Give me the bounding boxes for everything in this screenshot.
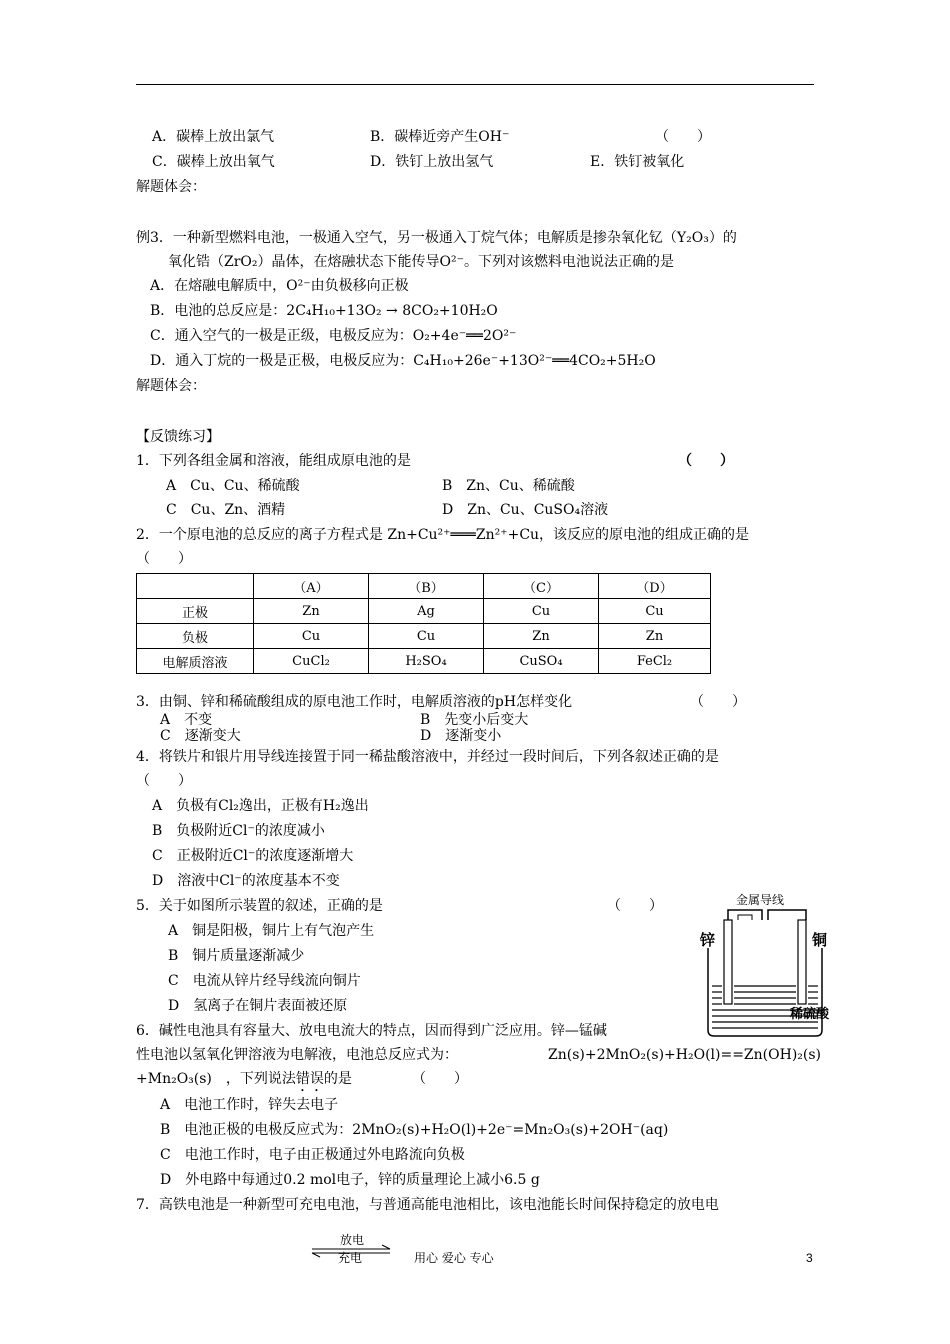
q6-option-c: C 电池工作时，电子由正极通过外电路流向负极 [160,1147,465,1163]
table-cell: Cu [369,624,484,649]
q1-paren: （ ） [678,453,734,469]
table-header-cell: （C） [484,574,599,599]
solution-notes-2: 解题体会： [136,378,206,394]
table-cell: Cu [254,624,369,649]
copper-label: 铜 [812,932,828,949]
table-cell: FeCl₂ [599,649,711,674]
q6-stem-line1: 6．碱性电池具有容量大、放电电流大的特点，因而得到广泛应用。锌—锰碱 [136,1023,607,1039]
q6-option-b: B 电池正极的电极反应式为：2MnO₂(s)+H₂O(l)+2e⁻=Mn₂O₃(s)+2OH⁻(aq) [160,1122,669,1138]
q6-stem-line3a: +Mn₂O₃(s) ，下列说法 [136,1071,296,1087]
q4-option-a: A 负极有Cl₂逸出，正极有H₂逸出 [152,798,369,814]
footer-slogan: 用心 爱心 专心 [414,1251,494,1265]
feedback-heading: 【反馈练习】 [136,429,220,445]
wire-label: 金属导线 [736,893,785,907]
q3-option-b: B 先变小后变大 [420,712,529,728]
table-cell: 负极 [137,624,254,649]
q4-option-c: C 正极附近Cl⁻的浓度逐渐增大 [152,848,354,864]
q3-option-c: C 逐渐变大 [160,728,241,744]
q4-stem-line1: 4．将铁片和银片用导线连接置于同一稀盐酸溶液中，并经过一段时间后，下列各叙述正确的是 [136,749,719,765]
table-header-row [137,574,711,599]
table-header-cell: （A） [254,574,369,599]
wire-inner [738,915,752,920]
q6-stem-line2a: 性电池以氢氧化钾溶液为电解液，电池总反应式为： [136,1047,458,1063]
table-cell: Ag [369,599,484,624]
q2-stem-line2: （ ） [136,551,192,567]
footer-discharge: 放电 [340,1233,365,1247]
table-row [137,624,711,649]
table-cell: Zn [254,599,369,624]
q2-stem-line1: 2．一个原电池的总反应的离子方程式是 Zn+Cu²⁺═══Zn²⁺+Cu，该反应的原电池的组成正确的是 [136,527,750,543]
example3-line2: 氧化锆（ZrO₂）晶体，在熔融状态下能传导O²⁻。下列对该燃料电池说法正确的是 [168,254,674,270]
q5-option-d: D 氢离子在铜片表面被还原 [168,998,348,1014]
table-cell: Zn [599,624,711,649]
q7-stem: 7．高铁电池是一种新型可充电电池，与普通高能电池相比，该电池能长时间保持稳定的放电电 [136,1197,719,1213]
q5-paren: （ ） [607,898,663,914]
q3-option-a: A 不变 [160,712,213,728]
q6-equation: Zn(s)+2MnO₂(s)+H₂O(l)==Zn(OH)₂(s) [548,1047,822,1063]
q5-option-a: A 铜是阳极，铜片上有气泡产生 [168,923,375,939]
table-row [137,599,711,624]
q4-option-b: B 负极附近Cl⁻的浓度减小 [152,823,325,839]
q2-table [136,573,711,674]
option-b: B．碳棒近旁产生OH⁻ [370,129,510,145]
q1-option-b: B Zn、Cu、稀硫酸 [442,478,575,494]
q5-option-c: C 电流从锌片经导线流向铜片 [168,973,361,989]
q1-option-d: D Zn、Cu、CuSO₄溶液 [442,502,609,518]
table-cell: 电解质溶液 [137,649,254,674]
solution-notes-1: 解题体会： [136,179,206,195]
q3-paren: （ ） [690,694,746,710]
example3-option-c: C．通入空气的一极是正级，电极反应为：O₂+4e⁻══2O²⁻ [150,328,517,344]
q6-stem-line3c: 的是 [323,1071,352,1087]
footer-charge: 充电 [338,1251,363,1265]
q5-option-b: B 铜片质量逐渐减少 [168,948,305,964]
option-a: A．碳棒上放出氯气 [152,129,275,145]
q1-option-c: C Cu、Zn、酒精 [166,502,286,518]
galvanic-cell-diagram [694,890,844,1040]
table-cell: Cu [484,599,599,624]
zinc-electrode [724,920,732,1004]
q4-stem-line2: （ ） [136,773,192,789]
copper-electrode [798,920,806,1004]
q6-option-d: D 外电路中每通过0.2 mol电子，锌的质量理论上减小6.5 g [160,1172,540,1188]
q3-stem: 3．由铜、锌和稀硫酸组成的原电池工作时，电解质溶液的pH怎样变化 [136,694,573,710]
q1-option-a: A Cu、Cu、稀硫酸 [166,478,300,494]
zinc-label: 锌 [700,932,716,949]
header-rule [136,84,814,85]
table-cell: CuCl₂ [254,649,369,674]
table-header-cell [137,574,254,599]
q4-option-d: D 溶液中Cl⁻的浓度基本不变 [152,873,340,889]
q6-stem-line3 [136,1070,352,1095]
option-c: C．碳棒上放出氧气 [152,154,275,170]
example3-option-d: D．通入丁烷的一极是正极，电极反应为：C₄H₁₀+26e⁻+13O²⁻══4CO₂+5H₂O [150,353,656,369]
table-header-cell: （B） [369,574,484,599]
q6-emphasis: 错误 [295,1071,324,1087]
q6-paren: （ ） [412,1071,468,1087]
example3-option-a: A．在熔融电解质中，O²⁻由负极移向正极 [150,278,409,294]
q6-option-a: A 电池工作时，锌失去电子 [160,1097,339,1113]
q5-stem: 5．关于如图所示装置的叙述，正确的是 [136,898,383,914]
q3-option-d: D 逐渐变小 [420,728,502,744]
table-header-cell: （D） [599,574,711,599]
option-d: D．铁钉上放出氢气 [370,154,494,170]
answer-paren: （ ） [655,129,711,145]
table-cell: 正极 [137,599,254,624]
page-number: 3 [806,1251,813,1265]
example3-option-b: B．电池的总反应是：2C₄H₁₀+13O₂ → 8CO₂+10H₂O [150,303,498,319]
table-cell: H₂SO₄ [369,649,484,674]
table-row [137,649,711,674]
q1-stem: 1．下列各组金属和溶液，能组成原电池的是 [136,453,411,469]
table-cell: Cu [599,599,711,624]
table-cell: Zn [484,624,599,649]
acid-label: 稀硫酸 [790,1006,830,1021]
wire-right [768,910,806,920]
option-e: E．铁钉被氧化 [590,154,685,170]
table-cell: CuSO₄ [484,649,599,674]
example3-line1: 例3．一种新型燃料电池，一极通入空气，另一极通入丁烷气体；电解质是掺杂氧化钇（Y₂O₃）的 [136,230,737,246]
